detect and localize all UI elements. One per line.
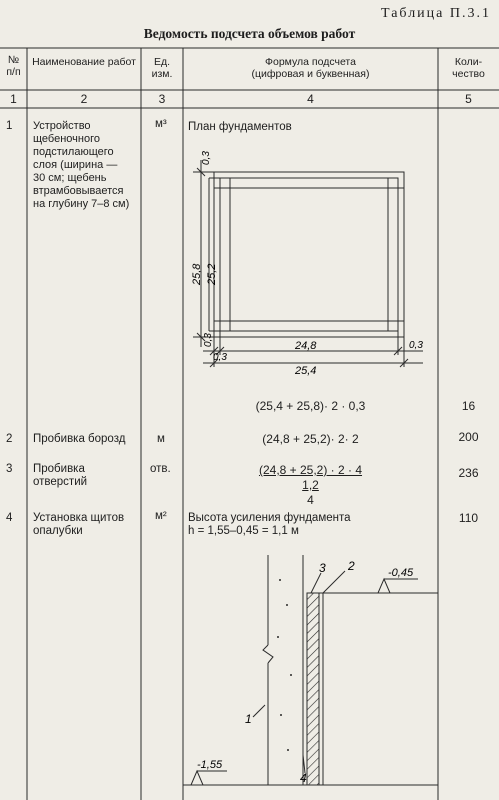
section-marker-3: 3 xyxy=(319,561,326,575)
column-number-2: 2 xyxy=(80,92,88,106)
foundation-section-drawing xyxy=(183,545,438,800)
column-header-unit: Ед. изм. xyxy=(151,56,173,80)
row-3-formula-denominator: 1,2 xyxy=(302,478,319,492)
row-2-number: 2 xyxy=(6,433,13,445)
plan-dim-left-offset: 0,3 xyxy=(213,352,227,363)
plan-dim-width-inner: 24,8 xyxy=(295,340,317,352)
row-3-formula-denominator-2: 4 xyxy=(307,493,314,507)
row-1-number: 1 xyxy=(6,120,13,132)
column-header-quantity: Коли- чество xyxy=(452,56,485,80)
plan-dim-bottom-offset: 0,3 xyxy=(203,333,214,347)
row-4-formula-line-1: Высота усиления фундамента xyxy=(188,512,351,524)
row-2-formula: (24,8 + 25,2)· 2· 2 xyxy=(262,432,359,446)
row-1-formula: (25,4 + 25,8)· 2 · 0,3 xyxy=(255,399,366,413)
row-4-number: 4 xyxy=(6,512,13,524)
row-1-quantity: 16 xyxy=(461,399,476,413)
column-number-5: 5 xyxy=(465,92,472,106)
row-1-formula-caption: План фундаментов xyxy=(188,121,292,133)
foundation-plan-drawing xyxy=(183,135,438,380)
plan-dim-top-offset: 0,3 xyxy=(201,151,212,165)
plan-dim-height-outer: 25,8 xyxy=(191,263,203,285)
row-4-formula-line-2: h = 1,55–0,45 = 1,1 м xyxy=(188,525,299,537)
section-marker-2: 2 xyxy=(348,559,355,573)
column-header-formula: Формула подсчета (цифровая и буквенная) xyxy=(251,56,370,80)
column-number-1: 1 xyxy=(10,92,17,106)
plan-dim-right-offset: 0,3 xyxy=(409,340,423,351)
row-1-name: Устройство щебеночного подстилающего слоя (ширина — 30 см; щебень втрамбовывается на глубину 7–8 см) xyxy=(33,120,130,210)
document-title: Ведомость подсчета объемов работ xyxy=(143,26,356,41)
row-2-name: Пробивка борозд xyxy=(33,433,126,445)
table-number: Таблица П.3.1 xyxy=(381,6,491,21)
row-4-quantity: 110 xyxy=(458,511,479,525)
row-3-name: Пробивка отверстий xyxy=(33,463,88,488)
section-marker-4: 4 xyxy=(300,771,307,785)
section-level-bottom: -1,55 xyxy=(197,759,223,771)
row-3-number: 3 xyxy=(6,463,13,475)
plan-dim-height-inner: 25,2 xyxy=(206,263,218,285)
column-header-name: Наименование работ xyxy=(32,56,136,68)
row-2-unit: м xyxy=(157,433,165,445)
column-number-4: 4 xyxy=(307,92,314,106)
row-2-quantity: 200 xyxy=(458,430,479,444)
row-3-formula-numerator: (24,8 + 25,2) · 2 · 4 xyxy=(258,463,363,477)
row-1-unit: м³ xyxy=(155,118,167,130)
column-number-3: 3 xyxy=(158,92,166,106)
row-4-unit: м² xyxy=(155,510,167,522)
plan-dim-width-outer: 25,4 xyxy=(295,365,317,377)
row-3-unit: отв. xyxy=(150,463,171,475)
column-header-number: № п/п xyxy=(6,54,21,78)
row-4-name: Установка щитов опалубки xyxy=(33,512,125,537)
section-level-top: -0,45 xyxy=(388,567,414,579)
row-3-quantity: 236 xyxy=(458,466,479,480)
section-marker-1: 1 xyxy=(245,712,252,726)
